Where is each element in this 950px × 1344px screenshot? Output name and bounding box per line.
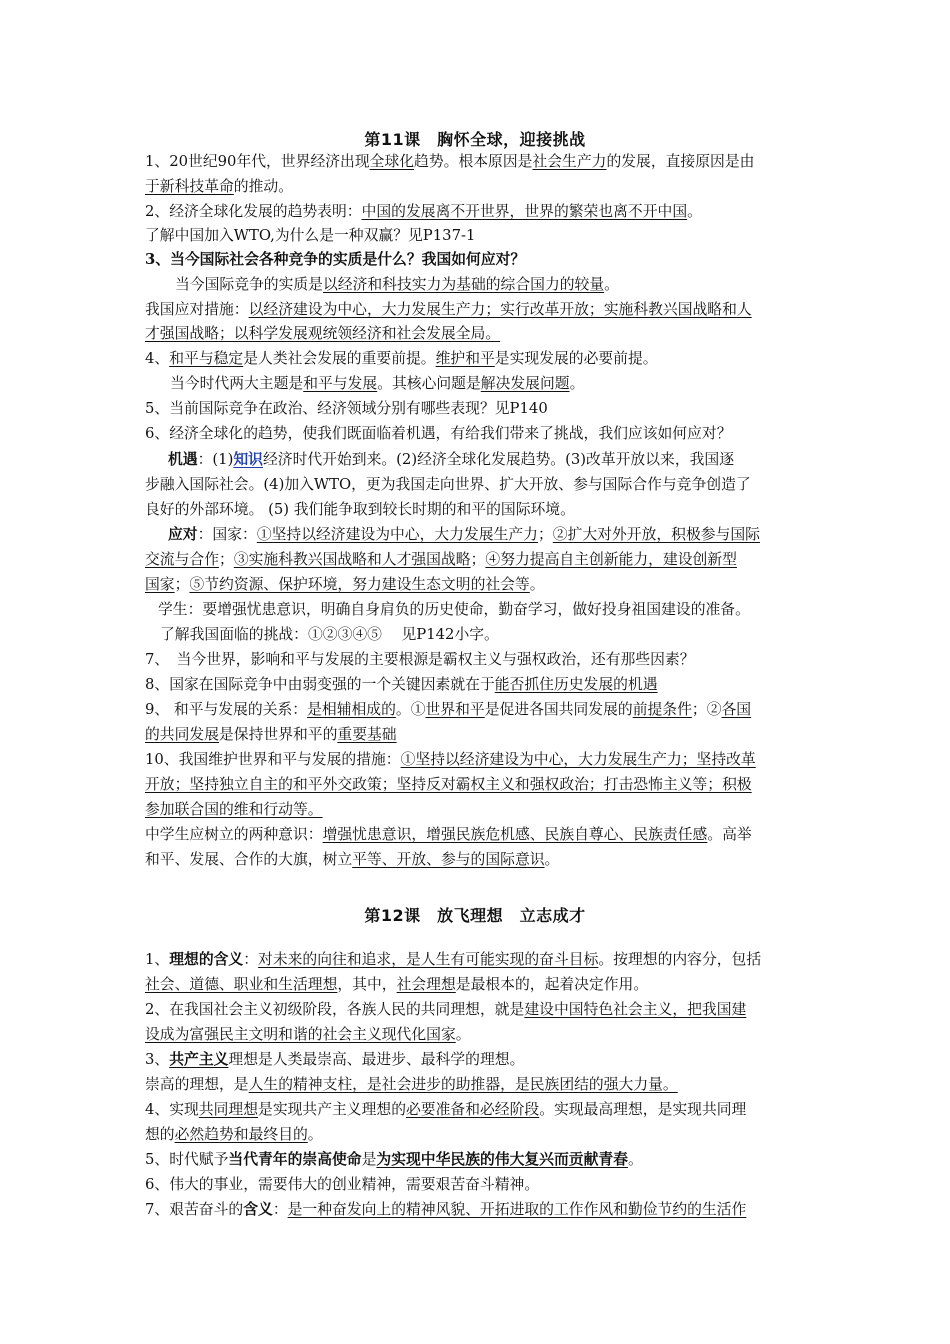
text: 全球化	[369, 153, 415, 170]
l11-awareness-2	[145, 849, 815, 871]
l11-q7: 7、 当今世界，影响和平与发展的主要根源是霸权主义与强权政治，还有那些因素？	[145, 651, 695, 668]
text: 是	[361, 1151, 377, 1168]
text: 交流与合作	[145, 551, 219, 568]
text: 。	[687, 203, 702, 220]
l11-awareness-1	[145, 824, 815, 846]
l11-q2	[145, 201, 815, 223]
text: 是实现发展的必要前提。	[494, 350, 658, 367]
text: 中学生应树立的两种意识：	[145, 826, 323, 843]
text: 国家	[145, 576, 175, 593]
text: 解决发展问题	[480, 375, 570, 392]
l11-challenges: 了解我国面临的挑战：①②③④⑤ 见P142小字。	[160, 626, 499, 643]
text: ；	[219, 551, 234, 568]
text: 人生的精神支柱，是社会进步的助推器，是民族团结的强大力量。	[248, 1076, 678, 1093]
text: 当代青年的崇高使命	[228, 1151, 362, 1168]
text: 3、	[145, 1051, 170, 1068]
l11-q8	[145, 674, 815, 696]
text: 10、我国维护世界和平与发展的措施：	[145, 751, 401, 768]
l11-q10-line3	[145, 799, 815, 821]
text: 。	[544, 851, 560, 868]
l11-response-3	[145, 574, 815, 596]
text: 趋势。根本原因是	[414, 153, 533, 170]
text: 是人类社会发展的重要前提。	[243, 350, 436, 367]
text: 和平与发展	[303, 375, 378, 392]
text: 含义	[243, 1201, 273, 1218]
l11-q3-answer	[175, 274, 845, 296]
l12-q7	[145, 1199, 815, 1221]
l12-q4-line1	[145, 1099, 815, 1121]
l12-q2-line1	[145, 999, 815, 1021]
l11-response-2	[145, 549, 815, 571]
text: 。	[307, 1126, 323, 1143]
response-label: 应对	[168, 526, 198, 543]
text: 为实现中华民族的伟大复兴而贡献青春	[376, 1151, 628, 1168]
text: ：	[243, 951, 259, 968]
text: 于新科技革命	[145, 178, 234, 195]
l11-q3: 3、当今国际社会各种竞争的实质是什么？我国如何应对？	[145, 251, 526, 268]
text: ；	[470, 551, 486, 568]
l11-q10-line1	[145, 749, 815, 771]
text: 1、	[145, 951, 170, 968]
text: 开放；坚持独立自主的和平外交政策；坚持反对霸权主义和强权政治；打击恐怖主义等；积极	[145, 776, 752, 793]
text: 。其核心问题是	[377, 375, 481, 392]
l12-q4-line2	[145, 1124, 815, 1146]
text: 。	[569, 375, 585, 392]
text: 才强国战略；以科学发展观统领经济和社会发展全局。	[145, 325, 501, 342]
text: 。	[529, 576, 545, 593]
l12-q2-line2	[145, 1024, 815, 1046]
text: 1、20世纪90年代，世界经济出现	[145, 153, 370, 170]
text: 必要准备和必经阶段	[406, 1101, 540, 1118]
text: 各国	[721, 701, 752, 718]
text: ：(1)	[197, 451, 234, 468]
text: 我国应对措施：	[145, 301, 249, 318]
text: 。①	[395, 701, 426, 718]
text: 经济时代开始到来。(2)经济全球化发展趋势。(3)改革开放以来，我国逐	[262, 451, 735, 468]
l12-lofty-ideal	[145, 1074, 815, 1096]
text: 能否抓住历史发展的机遇	[494, 676, 658, 693]
l11-q1-line1	[145, 151, 815, 173]
text: 。按理想的内容分，包括	[598, 951, 762, 968]
text: ，其中，	[337, 976, 397, 993]
text: 参加联合国的维和行动等。	[145, 801, 323, 818]
l11-opportunity-1	[168, 449, 838, 471]
text: 社会生产力	[532, 153, 607, 170]
l12-q1-line1	[145, 949, 815, 971]
text: 4、实现	[145, 1101, 199, 1118]
text: 是保持世界和平的	[219, 726, 338, 743]
text: ②扩大对外开放，积极参与国际	[552, 526, 760, 543]
text: 的发展，直接原因是由	[606, 153, 755, 170]
text: ；	[537, 526, 553, 543]
l12-q1-line2	[145, 974, 815, 996]
text: 理想是人类最崇高、最进步、最科学的理想。	[228, 1051, 525, 1068]
text: 世界和平	[425, 701, 485, 718]
text: 维护和平	[435, 350, 495, 367]
text: 和平、发展、合作的大旗，树立	[145, 851, 353, 868]
l11-opportunity-3: 良好的外部环境。 (5) 我们能争取到较长时期的和平的国际环境。	[145, 501, 575, 518]
text: 中国的发展离不开世界，世界的繁荣也离不开中国	[361, 203, 688, 220]
knowledge-link[interactable]: 知识	[233, 451, 263, 468]
text: 重要基础	[337, 726, 397, 743]
text: 是一种奋发向上的精神风貌、开拓进取的工作作风和勤俭节约的生活作	[287, 1201, 747, 1218]
text: 想的	[145, 1126, 175, 1143]
text: 7、艰苦奋斗的	[145, 1201, 244, 1218]
text: 5、时代赋予	[145, 1151, 229, 1168]
text: ①坚持以经济建设为中心，大力发展生产力；坚持改革	[400, 751, 756, 768]
l12-q5	[145, 1149, 815, 1171]
text: 。	[604, 276, 619, 293]
text: 的推动。	[233, 178, 293, 195]
l11-q9-line2	[145, 724, 815, 746]
text: ①坚持以经济建设为中心，大力发展生产力	[256, 526, 538, 543]
text: 当今国际竞争的实质是	[175, 276, 323, 293]
l11-q6: 6、经济全球化的趋势，使我们既面临着机遇，有给我们带来了挑战，我们应该如何应对？	[145, 425, 732, 442]
text: ③实施科教兴国战略和人才强国战略	[233, 551, 471, 568]
l12-q6: 6、伟大的事业，需要伟大的创业精神，需要艰苦奋斗精神。	[145, 1176, 540, 1193]
text: 建设中国特色社会主义，把我国建	[524, 1001, 747, 1018]
text: 增强忧患意识，增强民族危机感、民族自尊心、民族责任感	[322, 826, 708, 843]
text: 崇高的理想，是	[145, 1076, 249, 1093]
l11-q5: 5、当前国际竞争在政治、经济领域分别有哪些表现？见P140	[145, 400, 548, 417]
text: 2、在我国社会主义初级阶段，各族人民的共同理想，就是	[145, 1001, 525, 1018]
text: 理想的含义	[169, 951, 244, 968]
text: 9、 和平与发展的关系：	[145, 701, 308, 718]
text: 是相辅相成的	[307, 701, 396, 718]
l11-q4	[145, 348, 815, 370]
text: ；	[174, 576, 190, 593]
text: ④努力提高自主创新能力，建设创新型	[485, 551, 737, 568]
text: ；②	[691, 701, 722, 718]
l12-q3	[145, 1049, 815, 1071]
l11-q4-themes	[170, 373, 840, 395]
l11-q1-line2	[145, 176, 815, 198]
opportunity-label: 机遇	[168, 451, 198, 468]
l11-q10-line2	[145, 774, 815, 796]
l11-student: 学生：要增强忧患意识，明确自身肩负的历史使命，勤奋学习，做好投身祖国建设的准备。	[158, 601, 750, 618]
text: 。高举	[707, 826, 752, 843]
text: 对未来的向往和追求，是人生有可能实现的奋斗目标	[258, 951, 599, 968]
text: 2、经济全球化发展的趋势表明：	[145, 203, 362, 220]
text: 必然趋势和最终目的	[174, 1126, 308, 1143]
l11-q9-line1	[145, 699, 815, 721]
text: 前提条件	[632, 701, 692, 718]
text: 设成为富强民主文明和谐的社会主义现代化国家	[145, 1026, 456, 1043]
text: 4、	[145, 350, 170, 367]
text: 社会理想	[396, 976, 456, 993]
text: 的共同发展	[145, 726, 219, 743]
l11-response-1	[168, 524, 838, 546]
text: 社会、道德、职业和生活理想	[145, 976, 338, 993]
text: 是实现共产主义理想的	[258, 1101, 406, 1118]
text: 。	[627, 1151, 643, 1168]
text: 以经济建设为中心，大力发展生产力；实行改革开放；实施科教兴国战略和人	[248, 301, 752, 318]
text: 8、国家在国际竞争中由弱变强的一个关键因素就在于	[145, 676, 495, 693]
lesson-11-title: 第11课 胸怀全球，迎接挑战	[364, 130, 586, 149]
text: 共同理想	[198, 1101, 259, 1118]
text: ⑤节约资源、保护环境，努力建设生态文明的社会等	[189, 576, 530, 593]
text: ：	[272, 1201, 288, 1218]
l11-q3-measures-1	[145, 299, 815, 321]
text: 平等、开放、参与的国际意识	[352, 851, 545, 868]
text: 是促进各国共同发展的	[484, 701, 633, 718]
l11-q3-measures-2	[145, 323, 815, 345]
text: 。	[455, 1026, 471, 1043]
text: 。实现最高理想，是实现共同理	[539, 1101, 747, 1118]
text: 以经济和科技实力为基础的综合国力的较量	[322, 276, 605, 293]
text: 和平与稳定	[169, 350, 244, 367]
lesson-12-title: 第12课 放飞理想 立志成才	[364, 906, 586, 925]
l11-wto: 了解中国加入WTO,为什么是一种双赢？见P137-1	[145, 227, 476, 244]
text: ：国家：	[197, 526, 257, 543]
l11-opportunity-2: 步融入国际社会。(4)加入WTO，更为我国走向世界、扩大开放、参与国际合作与竞争创造了	[145, 476, 751, 493]
text: 当今时代两大主题是	[170, 375, 304, 392]
text: 是最根本的，起着决定作用。	[455, 976, 649, 993]
text: 共产主义	[169, 1051, 229, 1068]
